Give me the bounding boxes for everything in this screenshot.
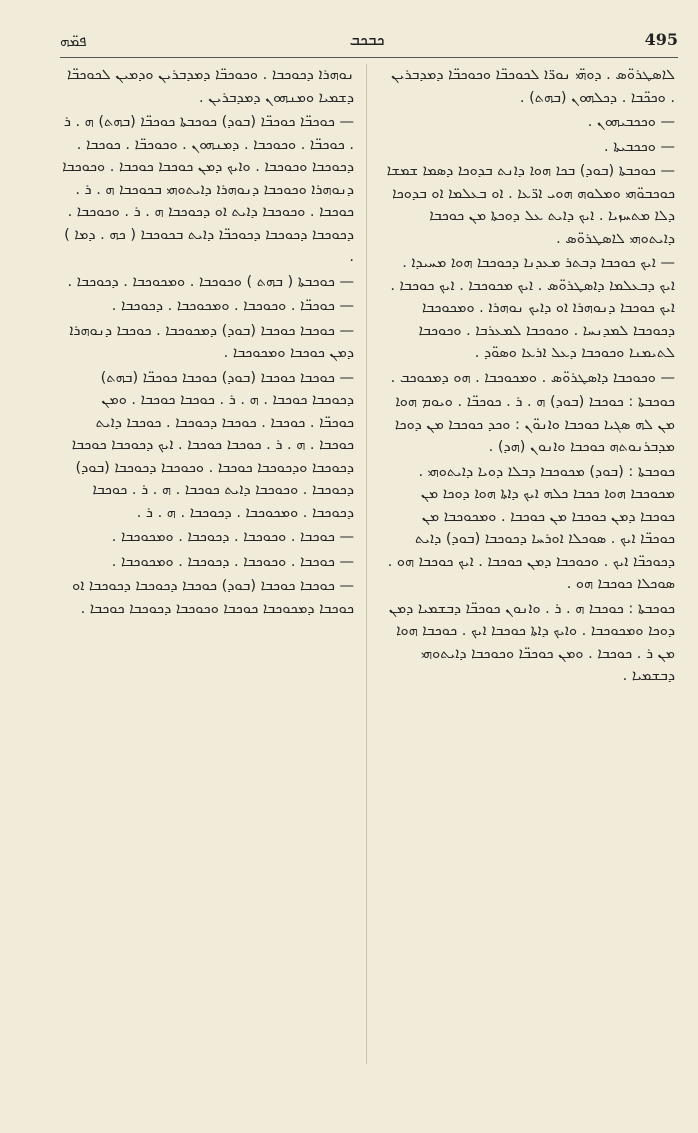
- running-header: [60, 30, 678, 54]
- entry: — ܐܝܟ ܟܘܟܒܐ ܕܒܬܪ ܡܥܕܢܐ ܕܟܘܟܒܐ ܗܘܐ ܡܚܝܕܐ . ܐܝܟ ܕܒܥܠܡܐ ܕܐܣܛܪܘ̈ܣ . ܐܝܟ ܡܟܘܟܒܐ . ܐܝܟ ܟܘܟܒܐ . ܐܝܟ ܟܘܟܒܐ ܕܢܘܗܪܐ ܐܘ ܕܐܝܟ ܢܘܗܪܐ . ܘܡܟܘܟܒܐ ܕܟܘܟܒܐ ܠܡܕܢܚܐ . ܘܟܘܟܒܐ ܠܡܥܪܒܐ . ܘܟܘܟܒܐ ܠܬܝܡܢܐ ܘܟܘܟܒܐ ܕܥܠ ܐܪܥܐ ܘܣܘ̈ܕ .: [390, 255, 675, 361]
- page-number: 495: [644, 30, 678, 49]
- entry: — ܟܘܟܒ̈ܐ . ܘܟܘܟܒܐ . ܘܡܟܘܟܒܐ . ܕܟܘܟܒܐ .: [111, 298, 354, 314]
- entry: — ܟܘܟܒܬܐ ( ܒܗܬ ) ܘܟܘܟܒܐ . ܘܡܟܘܟܒܐ . ܕܟܘܟܒܐ .: [67, 273, 354, 290]
- running-head-title: ܟܒܟܒ: [349, 30, 385, 49]
- entry: ܢܘܗܪܐ ܕܟܘܟܒܐ . ܘܟܘܟܒ̈ܐ ܕܡܕܒܪܝܢ ܘܕܡܝܢ ܠܟܘܟܒ̈ܐ ܕܫܡܝܐ ܘܡܢܗܘܢ ܕܡܕܒܪܝܢ .: [66, 67, 354, 106]
- entry: — ܟܘܟܒܐ . ܘܟܘܟܒܐ . ܕܟܘܟܒܐ . ܘܡܟܘܟܒܐ .: [111, 553, 354, 570]
- column-left: [62, 64, 354, 1104]
- entry: ܟܘܟܒܬܐ : ܟܘܟܒܐ (ܒܘܕ) ܗ . ܪ . ܟܘܟܒ̈ܐ . ܘܝܘܡ ܗܘܐ ܡܢ ܠܗ ܣܓܝܐ ܟܘܟܒܐ ܘܐܢܘ̈ܢ : ܘܟܕ ܟܘܟܒܐ ܡܢ ܕܘܟܐ ܡܕܒܪܢܘܬܗ ܟܘܟܒܐ ܘܐܢܘܢ (ܗܕ) .: [394, 394, 675, 455]
- entry: — ܘܟܘܟܒܐ ܕܐܣܛܪܘ̈ܣ . ܘܡܟܘܟܒܐ . ܗܘ ܕܡܟܘܟܒ .: [390, 369, 675, 386]
- entry: ܟܘܟܒܬܐ : ܟܘܟܒܐ ܗ . ܪ . ܘܐܢܘܢ ܟܘܟܒ̈ܐ ܕܒܫܡܝܐ ܕܡܢ ܕܘܟܐ ܘܡܟܘܟܒܐ . ܘܐܝܟ ܕܐܬܐ ܟܘܟܒܐ ܐܝܟ . ܟܘܟܒܐ ܗܘܐ ܡܢ ܪ . ܟܘܟܒܐ . ܘܡܢ ܟܘܟܒ̈ܐ ܘܟܘܟܒܐ ܕܐܝܬܘܗܝ ܕܒܫܡܝܐ .: [388, 600, 675, 684]
- entry: — ܟܘܟܒ̈ܐ ܟܘܟܒ̈ܐ (ܒܘܕ) ܟܘܟܒܬܐ ܟܘܟܒ̈ܐ (ܒܗܬ) ܗ . ܪ . ܟܘܟܒ̈ܐ . ܘܟܘܟܒܐ . ܕܡܢܗܘܢ . ܘܟܘܟܒ̈ܐ . ܟܘܟܒܐ . ܕܟܘܟܒܐ ܘܟܘܟܒܐ . ܘܐܝܟ ܕܡܢ ܟܘܟܒܐ ܟܘܟܒܐ . ܘܟܘܟܒܐ ܕܢܘܗܪܐ ܘܟܘܟܒܐ ܕܢܘܗܪܐ ܕܐܝܬܘܗܝ ܒܟܘܟܒܐ ܗ . ܪ . ܟܘܟܒܐ . ܘܟܘܟܒܐ ܕܐܝܬ ܐܘ ܕܟܘܟܒܐ ܗ . ܪ . ܘܟܘܟܒܐ . ܕܟܘܟܒܐ ܕܟܘܟܒܐ ܕܟܘܟܒ̈ܐ ܕܐܝܬ ܒܟܘܟܒܐ ( ܟܗ . ܕܡܐ ) .: [62, 114, 354, 265]
- entry: — ܟܘܟܒܬܐ (ܒܘܕ) ܒܟܐ ܗܘܐ ܕܐܢܬ ܒܕܘܟܐ ܕܣܡܐ ܫܡܫܐ ܟܘܟܒܘ̈ܗܝ ܘܡܠܘܗ ܗܘܝ ܐܪ̈ܥܐ . ܐܘ ܒܥܠܡܐ ܐܘ ܒܕܘܟܐ ܕܠܐ ܡܬܚܙܝܐ . ܐܝܟ ܕܐܝܬ ܥܠ ܕܘܟܬܐ ܡܢ ܟܘܟܒܐ ܕܐܝܬܘܗܝ ܠܐܣܛܪܘ̈ܣ .: [386, 163, 675, 247]
- entry: — ܘܟܟܒܝܗܘܢ .: [587, 114, 675, 130]
- header-rule: [60, 57, 678, 58]
- entry: ܟܘܟܒܬܐ : (ܒܘܕ) ܡܟܘܟܒܐ ܕܒܠܐ ܕܘܝܐ ܕܐܝܬܘܗܝ . ܡܟܘܟܒܐ ܗܘܐ ܟܟܒܐ ܟܠܗ ܐܝܟ ܕܐܬܐ ܗܘܐ ܕܘܟܐ ܡܢ ܟܘܟܒܐ ܕܡܢ ܟܘܟܒܐ ܡܢ ܟܘܟܒܐ . ܘܡܟܘܟܒܐ ܡܢ ܟܘܟܒ̈ܐ ܐܝܟ . ܣܘܟܠܐ ܐܘܪܚܐ ܕܟܘܟܒܐ (ܒܘܕ) ܕܐܝܬ ܕܟܘܟܒ̈ܐ ܐܝܟ . ܘܟܘܟܒܐ ܕܡܢ ܟܘܟܒܐ . ܐܝܟ ܟܘܟܒܐ ܗܘ . ܣܘܟܠܐ ܟܘܟܒܐ ܗܘ .: [387, 463, 675, 592]
- entry: — ܟܘܟܒܐ . ܘܟܘܟܒܐ . ܕܟܘܟܒܐ . ܘܡܟܘܟܒܐ .: [111, 529, 354, 545]
- column-right: [385, 64, 675, 1104]
- entry: ܠܐܣܛܪܘ̈ܣ . ܕܘܗ̈ܝ ܢܘܪ̈ܐ ܠܟܘܟܒ̈ܐ ܘܟܘܟܒ̈ܐ ܕܡܕܒܪܝܢ . ܘܟܟ̈ܒܐ . ܕܟܠܗܘܢ (ܒܗܬ) .: [391, 67, 675, 106]
- entry: — ܟܘܟܒܐ ܟܘܟܒܐ (ܒܘܕ) ܟܘܟܒܐ ܟܘܟܒ̈ܐ (ܒܗܬ) ܕܟܘܟܒܐ ܟܘܟܒܐ . ܗ . ܪ . ܟܘܟܒܐ ܟܘܟܒܐ . ܘܡܢ ܟܘܟܒ̈ܐ . ܟܘܟܒܐ . ܟܘܟܒܐ ܕܟܘܟܒܐ . ܟܘܟܒܐ ܕܐܝܬ ܟܘܟܒܐ . ܗ . ܪ . ܟܘܟܒܐ ܟܘܟܒܐ . ܐܝܟ ܕܟܘܟܒܐ ܟܘܟܒܐ ܕܟܘܟܒܐ ܘܕܟܘܟܒܐ ܟܘܟܒܐ . ܘܟܘܟܒܐ ܕܟܘܟܒܐ (ܒܘܕ) ܕܟܘܟܒܐ . ܘܟܘܟܒܐ ܕܐܝܬ ܟܘܟܒܐ . ܗ . ܪ . ܟܘܟܒܐ ܕܟܘܟܒܐ . ܘܡܟܘܟܒܐ . ܕܟܘܟܒܐ . ܗ . ܪ .: [71, 369, 354, 521]
- entry: — ܘܟܟܒܝܬܐ .: [603, 138, 675, 155]
- entry: — ܟܘܟܒܐ ܟܘܟܒܐ (ܒܘܕ) ܟܘܟܒܐ ܕܟܘܟܒܐ ܕܟܘܟܒܐ ܐܘ ܟܘܟܒܐ ܕܡܟܘܟܒܐ ܟܘܟܒܐ ܘܟܘܟܒܐ ܕܟܘܟܒܐ ܟܘܟܒܐ .: [72, 578, 354, 617]
- entry: — ܟܘܟܒܐ ܟܘܟܒܐ (ܒܘܕ) ܕܡܟܘܟܒܐ . ܟܘܟܒܐ ܕܢܘܗܪܐ ܕܡܢ ܟܘܟܒܐ ܘܡܟܘܟܒܐ .: [69, 322, 354, 361]
- column-divider: [366, 64, 367, 1064]
- header-left-mark: ܦܡ̈ܗ: [60, 32, 87, 50]
